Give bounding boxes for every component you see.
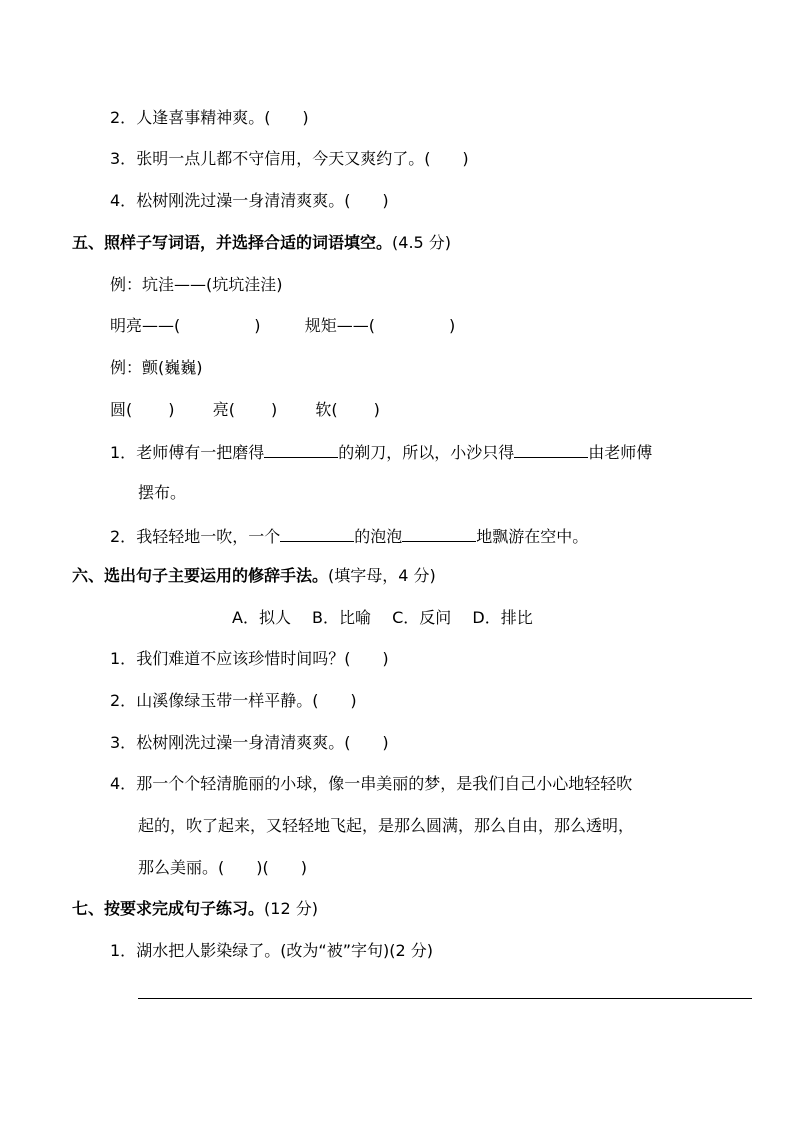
q5-fill-2 [110, 523, 588, 549]
answer-blank[interactable] [264, 439, 338, 458]
char-a-close: ) [168, 400, 175, 419]
q5-heading [72, 231, 451, 255]
word-a-label: 明亮——( [110, 316, 181, 335]
item-text: 山溪像绿玉带一样平静。( ) [136, 691, 357, 710]
answer-blank[interactable] [402, 523, 476, 542]
item-text: 张明一点儿都不守信用，今天又爽约了。( ) [136, 149, 469, 168]
q6-item-2 [110, 689, 357, 713]
q7-heading [72, 897, 318, 921]
q6-options [232, 606, 533, 630]
q5-word-row [110, 314, 455, 338]
q5-fill-1 [110, 439, 652, 465]
item-number: 2． [110, 108, 137, 127]
section-score: (12 分) [264, 899, 318, 918]
fill-text: 老师傅有一把磨得 [136, 443, 265, 462]
q6-item-4 [110, 772, 632, 796]
section-title: 六、选出句子主要运用的修辞手法。 [72, 566, 329, 585]
q5-char-row [110, 398, 380, 422]
q5-example-2: 例：颤(巍巍) [110, 358, 203, 377]
char-b-label: 亮( [212, 400, 235, 419]
option-b: B．比喻 [312, 608, 372, 627]
q6-item-4-line-2: 起的，吹了起来，又轻轻地飞起，是那么圆满，那么自由，那么透明， [138, 816, 635, 835]
q6-heading [72, 564, 436, 588]
q5-fill-1-cont: 摆布。 [138, 483, 187, 502]
section-score: (填字母，4 分) [328, 566, 436, 585]
fill-text: 的剃刀，所以，小沙只得 [338, 443, 515, 462]
q7-item-1 [110, 939, 433, 963]
item-number: 1． [110, 443, 137, 462]
char-c-label: 软( [315, 400, 338, 419]
fill-text: 地飘游在空中。 [476, 527, 589, 546]
item-text: 人逢喜事精神爽。( ) [136, 108, 309, 127]
char-b-close: ) [270, 400, 278, 419]
q6-item-1 [110, 647, 389, 671]
fill-text: 我轻轻地一吹，一个 [136, 527, 281, 546]
q6-item-3 [110, 731, 389, 755]
item-text: 松树刚洗过澡一身清清爽爽。( ) [136, 733, 389, 752]
fill-text: 的泡泡 [354, 527, 403, 546]
item-number: 2． [110, 527, 137, 546]
option-d: D．排比 [472, 608, 533, 627]
fill-text: 由老师傅 [588, 443, 653, 462]
answer-blank[interactable] [280, 523, 354, 542]
q4-item-3 [110, 147, 469, 171]
item-number: 3． [110, 149, 137, 168]
section-score: (4.5 分) [392, 233, 452, 252]
item-number: 1． [110, 941, 137, 960]
answer-blank[interactable] [514, 439, 588, 458]
word-a-close: ) [254, 316, 261, 335]
item-number: 2． [110, 691, 137, 710]
item-number: 1． [110, 649, 137, 668]
section-title: 七、按要求完成句子练习。 [72, 899, 265, 918]
word-b-close: ) [448, 316, 456, 335]
q5-example-1: 例：坑洼——(坑坑洼洼) [110, 275, 283, 294]
option-a: A．拟人 [232, 608, 291, 627]
item-number: 3． [110, 733, 137, 752]
item-number: 4． [110, 774, 137, 793]
char-a-label: 圆( [110, 400, 133, 419]
item-text: 我们难道不应该珍惜时间吗？( ) [136, 649, 389, 668]
word-b-label: 规矩——( [304, 316, 375, 335]
q6-item-4-line-3: 那么美丽。( )( ) [138, 858, 307, 877]
item-text: 湖水把人影染绿了。(改为“被”字句)(2 分) [136, 941, 434, 960]
option-c: C．反问 [392, 608, 452, 627]
item-text: 那一个个轻清脆丽的小球，像一串美丽的梦，是我们自己小心地轻轻吹 [136, 774, 633, 793]
q4-item-2 [110, 106, 309, 130]
q4-item-4 [110, 189, 389, 213]
section-title: 五、照样子写词语，并选择合适的词语填空。 [72, 233, 393, 252]
answer-line[interactable] [138, 998, 752, 999]
item-number: 4． [110, 191, 137, 210]
char-c-close: ) [373, 400, 380, 419]
item-text: 松树刚洗过澡一身清清爽爽。( ) [136, 191, 389, 210]
